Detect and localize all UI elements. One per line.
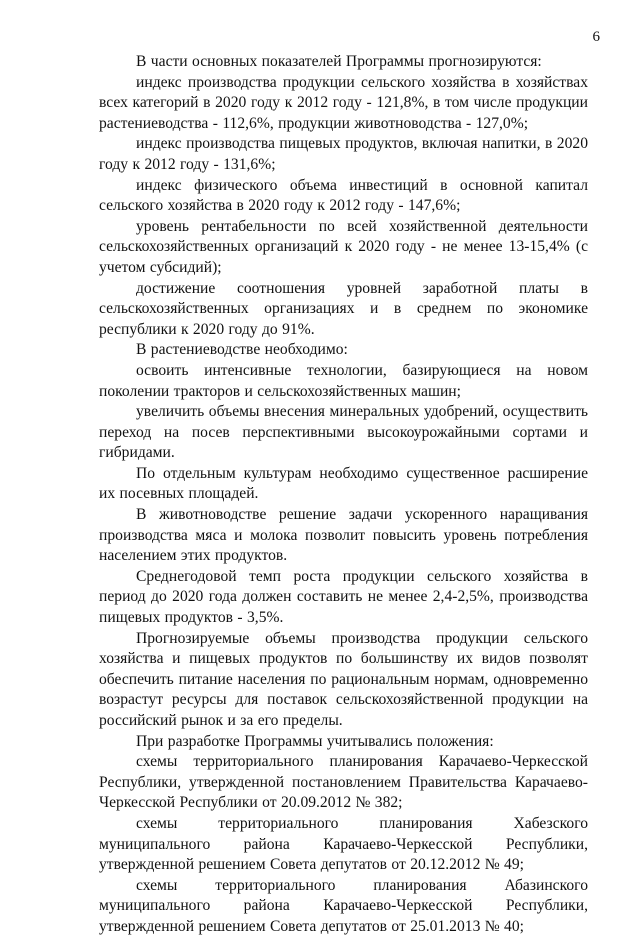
paragraph: схемы территориального планирования Абазинского муниципального района Карачаево-Черкесской Республики, утвержденной решением Совета депутатов от 25.01.2013 № 40; [99, 876, 588, 935]
paragraph: Среднегодовой темп роста продукции сельского хозяйства в период до 2020 года должен составить не менее 2,4-2,5%, производства пищевых продуктов - 3,5%. [99, 567, 588, 627]
paragraph: достижение соотношения уровней заработной платы в сельскохозяйственных организациях и в среднем по экономике республики к 2020 году до 91%. [99, 279, 588, 338]
paragraph: Прогнозируемые объемы производства продукции сельского хозяйства и пищевых продуктов по большинству их видов позволят обеспечить питание населения по рациональным нормам, одновременно возрастут ресурсы для поставок сельскохозяйственной продукции на российский рынок и за его пределы. [99, 629, 588, 729]
page-number: 6 [592, 29, 600, 45]
paragraph: схемы территориального планирования Хабезского муниципального района Карачаево-Черкесской Республики, утвержденной решением Совета депутатов от 20.12.2012 № 49; [99, 814, 588, 874]
paragraph: индекс производства продукции сельского хозяйства в хозяйствах всех категорий в 2020 году к 2012 году - 121,8%, в том числе продукции растениеводства - 112,6%, продукции животноводства - 127,0%; [99, 73, 588, 132]
paragraph: В растениеводстве необходимо: [136, 341, 348, 359]
paragraph: уровень рентабельности по всей хозяйственной деятельности сельскохозяйственных организаций к 2020 году - не менее 13-15,4% (с учетом субсидий); [99, 217, 588, 276]
document-body [99, 52, 588, 938]
paragraph: схемы территориального планирования Карачаево-Черкесской Республики, утвержденной постановлением Правительства Карачаево-Черкесской Республики от 20.09.2012 № 382; [99, 753, 588, 812]
paragraph: индекс производства пищевых продуктов, включая напитки, в 2020 году к 2012 году - 131,6%; [99, 135, 588, 173]
paragraph: По отдельным культурам необходимо существенное расширение их посевных площадей. [99, 464, 588, 503]
paragraph: индекс физического объема инвестиций в основной капитал сельского хозяйства в 2020 году к 2012 году - 147,6%; [99, 176, 588, 215]
paragraph: В животноводстве решение задачи ускоренного наращивания производства мяса и молока позволит повысить уровень потребления населением этих продуктов. [99, 506, 588, 565]
paragraph: В части основных показателей Программы прогнозируются: [136, 53, 542, 70]
paragraph: При разработке Программы учитывались положения: [136, 732, 494, 750]
paragraph: освоить интенсивные технологии, базирующиеся на новом поколении тракторов и сельскохозяйственных машин; [99, 361, 588, 400]
paragraph: увеличить объемы внесения минеральных удобрений, осуществить переход на посев перспективными высокоурожайными сортами и гибридами. [99, 403, 588, 462]
